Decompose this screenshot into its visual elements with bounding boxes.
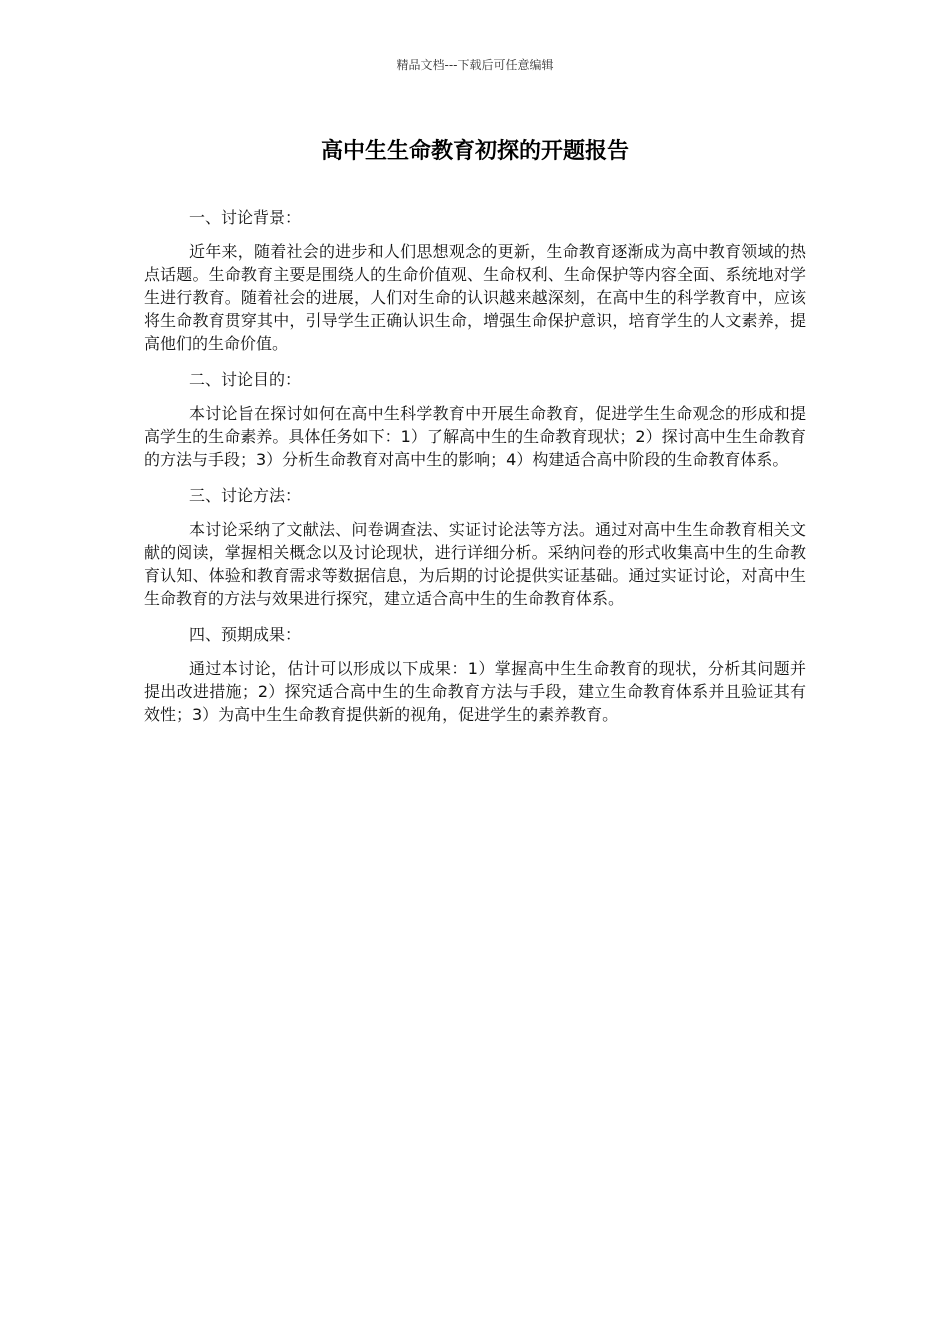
section-heading: 二、讨论目的： [189,370,302,389]
section-expected-results [144,623,806,726]
section-paragraph: 本讨论旨在探讨如何在高中生科学教育中开展生命教育，促进学生生命观念的形成和提高学生的生命素养。具体任务如下：1）了解高中生的生命教育现状；2）探讨高中生生命教育的方法与手段；3）分析生命教育对高中生的影响；4）构建适合高中阶段的生命教育体系。 [144,404,806,469]
section-paragraph: 通过本讨论，估计可以形成以下成果：1）掌握高中生生命教育的现状，分析其问题并提出改进措施；2）探究适合高中生的生命教育方法与手段，建立生命教育体系并且验证其有效性；3）为高中生生命教育提供新的视角，促进学生的素养教育。 [144,659,806,724]
document-body [144,206,806,739]
page-header: 精品文档---下载后可任意编辑 [396,58,554,72]
section-purpose [144,368,806,471]
section-heading: 四、预期成果： [189,625,302,644]
section-heading: 一、讨论背景： [189,208,302,227]
section-method [144,484,806,610]
document-title: 高中生生命教育初探的开题报告 [320,139,629,164]
section-heading: 三、讨论方法： [189,486,302,505]
section-paragraph: 近年来，随着社会的进步和人们思想观念的更新，生命教育逐渐成为高中教育领域的热点话题。生命教育主要是围绕人的生命价值观、生命权利、生命保护等内容全面、系统地对学生进行教育。随着社会的进展，人们对生命的认识越来越深刻，在高中生的科学教育中，应该将生命教育贯穿其中，引导学生正确认识生命，增强生命保护意识，培育学生的人文素养，提高他们的生命价值。 [144,242,806,353]
section-background [144,206,806,355]
section-paragraph: 本讨论采纳了文献法、问卷调查法、实证讨论法等方法。通过对高中生生命教育相关文献的阅读，掌握相关概念以及讨论现状，进行详细分析。采纳问卷的形式收集高中生的生命教育认知、体验和教育需求等数据信息，为后期的讨论提供实证基础。通过实证讨论，对高中生生命教育的方法与效果进行探究，建立适合高中生的生命教育体系。 [144,520,806,608]
